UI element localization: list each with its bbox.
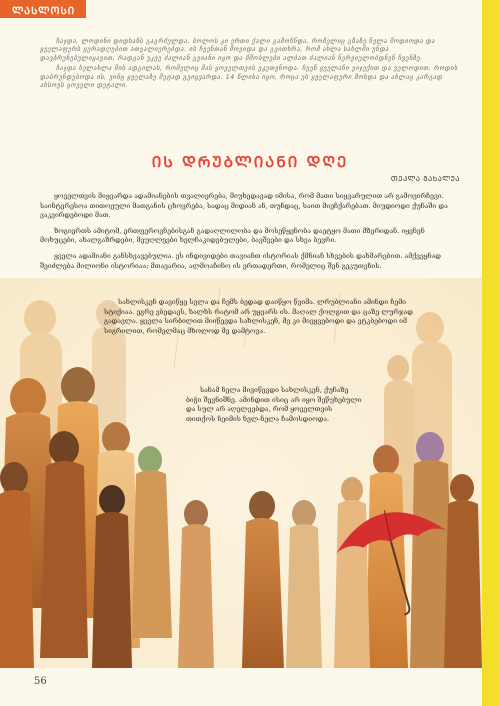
story-paragraph: სახლისკენ დავიწყე სვლა და ჩემს ბედად დაიწყო წვიმა. ლრუბლიანი ამინდი ჩემი სტიქიაა. ეგრე ვბედავს, ხალხს რატომ არ უყვარს ის. მაღალ ქოლგით და ცაზე ლურჯად გადავლა. ყველა სირბილით მიიწევდა სახლისკენ, მე კი მივყვებოდი და ვტკბებოდი იმ სიგრილით, რომელმაც მხოლოდ მე დამტოვა. (104, 298, 413, 335)
story-body (40, 192, 460, 277)
crowd-illustration (0, 278, 482, 668)
story-paragraph: ზოგიერთს ამიტომ, ერთფეროვნებისგან გადაღლილობა და მოსეწყენობა დაეტყო მათი მზერიდან. იყვნენ მოხუცები, ახალგაზრდები, მეუღლეები ხელჩაკიდებულები, ბავშვები და სხვა ბევრი. (40, 226, 425, 245)
story-paragraph: ყოველთვის მიყვარდა ადამიანების თვალიერება, მიუხედავად იმისა, რომ მათი სიყვარულით არ გამოვირჩევი. საინტერესოა თითოეული მათგანის ცხოვრება, სადაც მიდიან ან, თუნდაც, საით მიეჩქარებათ. მიუდიოდი ქუჩაში და ვაკვირდებოდი მათ. (40, 192, 448, 220)
section-header-tab (0, 0, 86, 18)
story-title: ᲘᲡ ᲓᲠᲣᲑᲚᲘᲐᲜᲘ ᲓᲦᲔ (151, 153, 349, 171)
story-paragraph: ყველა ადამიანი განსხვავებულია. ეს ინდივიდები თავიანთ ისტორიას ქმნიან სხვების დახმარებით. ამქვეყნად შეიძლება მილიონი ისტორიაა; მთავარია, ალმოაჩინო ის ერთადერთი, რომელიც შენ გეკუთვნის. (40, 251, 441, 270)
page-number: 56 (34, 676, 47, 687)
story-paragraph: სანამ ნელა მივიწევდი სახლისკენ, ქუჩაზე ბიჭი შევნიშნე. ამინდით ისიც არ იყო შეწუხებული და სულ არ აღელვებდა, რომ ყოველთვის თითქოს ნეიმის ნელ-ნელა ჩამოსდიოდა. (186, 386, 362, 423)
story-author: ᲗᲔᲙᲚᲐ ᲒᲐᲮᲐᲚᲣᲐ (390, 175, 460, 183)
section-label: ᲚᲐᲡᲚᲝᲡᲘ (12, 6, 76, 17)
side-bar-decoration (482, 0, 500, 706)
story-overlay-text-1 (104, 298, 434, 336)
story-overlay-text-2 (186, 386, 362, 424)
intro-paragraph: ჩაჯდა, ლოდინი დიდხანს გაგრძელდა, ბოლოს კი ერთი ქალი გამოჩნდა, რომელიც გზაზე ნელა მოდიოდა და ყველაფერს ყურადღებით ათვალიერებდა. ის ჩვენთან მოვიდა და გვითხრა, რომ ახლა სახლში უნდა დავბრუნებულიყავით, რადგან უკვე ძალიან გვიანი იყო და მშობლები ალბათ ძალიან ნერვიულობდნენ ჩვენზე. (40, 38, 436, 62)
intro-paragraph: ჩაჯდა ხელახლა მის ადგილას, რომელიც მას ყოველთვის ეკუთვნოდა. ჩვენ ყველანი ვიჯექით და ველოდით, როდის დაბრუნდებოდა ის, ვინც ყველაზე მეტად გვიყვარდა. 14 წლისა იყო, როცა ეს ყველაფერი მოხდა და ახლაც კარგად ახსოვს ყოველი დეტალი. (40, 65, 458, 90)
intro-text (40, 38, 458, 92)
